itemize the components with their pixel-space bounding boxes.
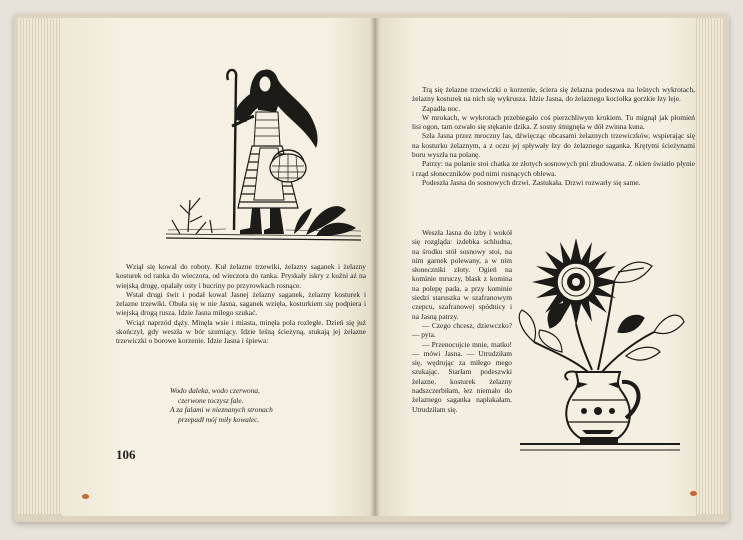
paragraph: Podeszła Jasna do sosnowych drzwi. Zastukała. Drzwi rozwarły się same. (422, 177, 641, 187)
paragraph: Weszła Jasna do izby i wokół się rozgląda: izdebka schludna, na środku stół sosnowy stoi, na nim garnek polewany, a w nim słoneczniki złoty. Ogień na kominie mruczy, blask z komina na polepę pada, a przy kominie siedzi staruszka w szafranowym czepcu, szafranowej spódnicy i na Jasną patrzy. (412, 228, 512, 321)
verse-line: czerwone toczysz fale. (178, 395, 244, 405)
paragraph: Patrzy: na polanie stoi chatka ze złotych sosnowych pni zbudowana. Z okien światło płynie i rząd słoneczników pod nimi rosnących oblewa. (412, 159, 695, 178)
page-pin (82, 494, 89, 499)
paragraph: Wstał drugi świt i podał kowal Jasnej żelazny saganek, żelazny kosturek i żelazne trzewiki. Obuła się w nie Jasna, saganek wzięła, kosturkiem się podpiera i wiejską drogą rusza. Idzie Jasna miłego szukać. (116, 289, 366, 318)
left-page-text (116, 262, 366, 346)
paragraph: Szła Jasna przez mroczny las, dźwięcząc obcasami żelaznych trzewiczków, wspierając się na kosturku żelaznym, a z oczu jej spływały łzy do żelaznego saganka. Krętymi ścieżynami boru wyszła na polanę. (412, 131, 695, 160)
book-gutter (370, 18, 380, 516)
song-verse (170, 386, 370, 424)
right-page-column-text (412, 228, 512, 414)
paragraph: — Przenocujcie mnie, matko! — mówi Jasna. — Utrudziłam się, wędrując za miłego mego szukając. Starłam podeszwki żelazne, kosturek żelazny nadszczerbiłam, łez niemało do żelaznego saganka napłakałam. Utrudziłam się. (412, 339, 512, 414)
verse-line: Wodo daleka, wodo czerwona, (170, 386, 260, 395)
verse-line: A za falami w nieznanych stronach (170, 405, 273, 415)
paragraph: Zapadła noc. (422, 103, 461, 113)
paragraph: Wziął się kowal do roboty. Kuł żelazne trzewiki, żelazny saganek i żelazny kosturek od ranka do wieczora, od wieczora do ranka. Pryskały iskry z kuźni aż na wiejską drogę, opalały osty i bucriny po przyrowkach rosnące. (116, 262, 366, 290)
right-page-text (412, 85, 695, 187)
paragraph: Wciąż naprzód dąży. Minęła wsie i miasta, minęła pola rozległe. Dzień się już skończył, gdy weszła w bór szumiący. Idzie leśną ścieżyną, stukają jej żelazne trzewiczki o borowe korzenie. Idzie Jasna i śpiewa: (116, 317, 366, 346)
paragraph: W mrokach, w wykrotach przebiegało coś pierzchliwym krokiem. Tu mignął jak płomień lisi ogon, tam ozwało się stękanie dzika. Z sosny śmignęła w dół zwinna kuna. (412, 112, 695, 132)
page-number: 106 (116, 447, 136, 462)
verse-line: przepadł mój miły kowalec. (178, 414, 260, 424)
woodcut-woman-illustration (166, 50, 361, 250)
page-edges-left (18, 18, 68, 514)
paragraph: Trą się żelazne trzewiczki o korzenie, ściera się żelazna podeszwa na leśnych wykrotach, żelazny kosturek na nich się wykrusza. Idzie Jasna, do żelaznego kociołka gorzkie łzy leje. (412, 85, 695, 104)
paragraph: — Czego chcesz, dziewczko? — pyta. (412, 320, 512, 340)
page-pin (690, 491, 697, 496)
woodcut-sunflower-jug-illustration (514, 232, 686, 456)
